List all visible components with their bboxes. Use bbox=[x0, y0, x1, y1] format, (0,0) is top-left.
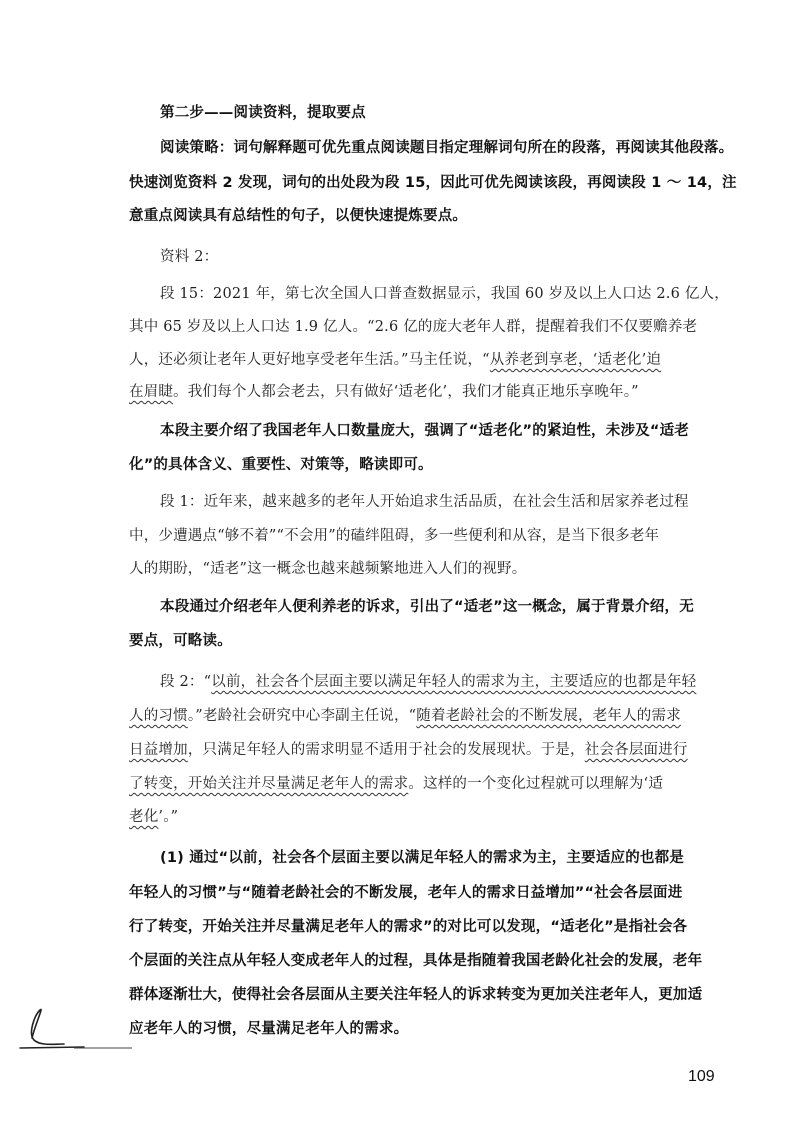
p15-underlined-1: 从养老到享老，‘适老化’迫 bbox=[489, 352, 662, 368]
analysis-line-5: 群体逐渐壮大，使得社会各层面从主要关注年轻人的诉求转变为更加关注老年人，更加适 bbox=[129, 987, 703, 1003]
p1-line-3: 人的期盼，“适老”这一概念也越来越频繁地进入人们的视野。 bbox=[129, 561, 527, 577]
p2-line-4-text: 。这样的一个变化过程就可以理解为‘适 bbox=[408, 776, 664, 792]
p15-line-1: 段 15：2021 年，第七次全国人口普查数据显示，我国 60 岁及以上人口达 2.6 亿人， bbox=[160, 286, 729, 302]
strategy-line-3: 意重点阅读具有总结性的句子，以便快速提炼要点。 bbox=[129, 208, 468, 224]
strategy-line-1: 阅读策略：词句解释题可优先重点阅读题目指定理解词句所在的段落，再阅读其他段落。 bbox=[160, 140, 734, 156]
note1-line-2: 要点，可略读。 bbox=[129, 633, 232, 649]
p2-line-2-text: 。”老龄社会研究中心李副主任说，“ bbox=[187, 708, 417, 724]
p15-line-4-text: 。我们每个人都会老去，只有做好‘适老化’，我们才能真正地乐享晚年。” bbox=[173, 384, 639, 400]
p2-underlined-4: 日益增加 bbox=[129, 742, 188, 758]
p2-underlined-6: 了转变，开始关注并尽量满足老年人的需求 bbox=[129, 776, 409, 792]
p2-underlined-3: 随着老龄社会的不断发展，老年人的需求 bbox=[416, 708, 681, 724]
p15-line-4 bbox=[129, 385, 639, 400]
page-number: 109 bbox=[688, 1068, 715, 1085]
p2-underlined-5: 社会各层面进行 bbox=[584, 742, 688, 758]
analysis-line-3: 行了转变，开始关注并尽量满足老年人的需求”的对比可以发现，“适老化”是指社会各 bbox=[129, 919, 688, 935]
analysis-line-4: 个层面的关注点从年轻人变成老年人的过程，具体是指随着我国老龄化社会的发展，老年 bbox=[129, 953, 703, 969]
p2-line-2 bbox=[129, 709, 681, 724]
p2-underlined-7: 老化 bbox=[129, 809, 159, 825]
p15-line-3-text: 人，还必须让老年人更好地享受老年生活。”马主任说，“ bbox=[129, 352, 490, 368]
analysis-line-1: (1) 通过“以前，社会各个层面主要以满足年轻人的需求为主，主要适应的也都是 bbox=[160, 850, 685, 866]
p2-underlined-2: 人的习惯 bbox=[129, 708, 188, 724]
analysis-line-2: 年轻人的习惯”与“随着老龄社会的不断发展，老年人的需求日益增加”“社会各层面进 bbox=[129, 885, 683, 901]
p2-underlined-1: 以前，社会各个层面主要以满足年轻人的需求为主，主要适应的也都是年轻 bbox=[211, 674, 697, 690]
p15-line-2: 其中 65 岁及以上人口达 1.9 亿人。“2.6 亿的庞大老年人群，提醒着我们不仅要赡养老 bbox=[129, 319, 698, 335]
p2-line-3 bbox=[129, 743, 688, 758]
p2-line-1-text: 段 2：“ bbox=[160, 674, 212, 690]
p2-line-3-text: ，只满足年轻人的需求明显不适用于社会的发展现状。于是， bbox=[187, 742, 585, 758]
p2-line-4 bbox=[129, 777, 663, 792]
p2-line-5 bbox=[129, 810, 178, 825]
handwritten-signature bbox=[14, 1000, 144, 1060]
note15-line-1: 本段主要介绍了我国老年人口数量庞大，强调了“适老化”的紧迫性，未涉及“适老 bbox=[160, 423, 689, 439]
p1-line-1: 段 1：近年来，越来越多的老年人开始追求生活品质，在社会生活和居家养老过程 bbox=[160, 494, 689, 510]
p2-line-1 bbox=[160, 675, 696, 690]
section-heading: 第二步——阅读资料，提取要点 bbox=[160, 105, 366, 121]
p15-underlined-2: 在眉睫 bbox=[129, 384, 174, 400]
material-label: 资料 2： bbox=[160, 249, 219, 265]
p15-line-3 bbox=[129, 353, 661, 368]
strategy-line-2: 快速浏览资料 2 发现，词句的出处段为段 15，因此可优先阅读该段，再阅读段 1 ～ 14，注 bbox=[129, 175, 737, 191]
note15-line-2: 化”的具体含义、重要性、对策等，略读即可。 bbox=[129, 457, 433, 473]
note1-line-1: 本段通过介绍老年人便利养老的诉求，引出了“适老”这一概念，属于背景介绍，无 bbox=[160, 599, 694, 615]
analysis-line-6: 应老年人的习惯，尽量满足老年人的需求。 bbox=[129, 1021, 409, 1037]
p1-line-2: 中，少遭遇点“够不着”“不会用”的磕绊阻碍，多一些便利和从容，是当下很多老年 bbox=[129, 528, 660, 544]
p2-line-5-text: ’。” bbox=[158, 809, 179, 825]
